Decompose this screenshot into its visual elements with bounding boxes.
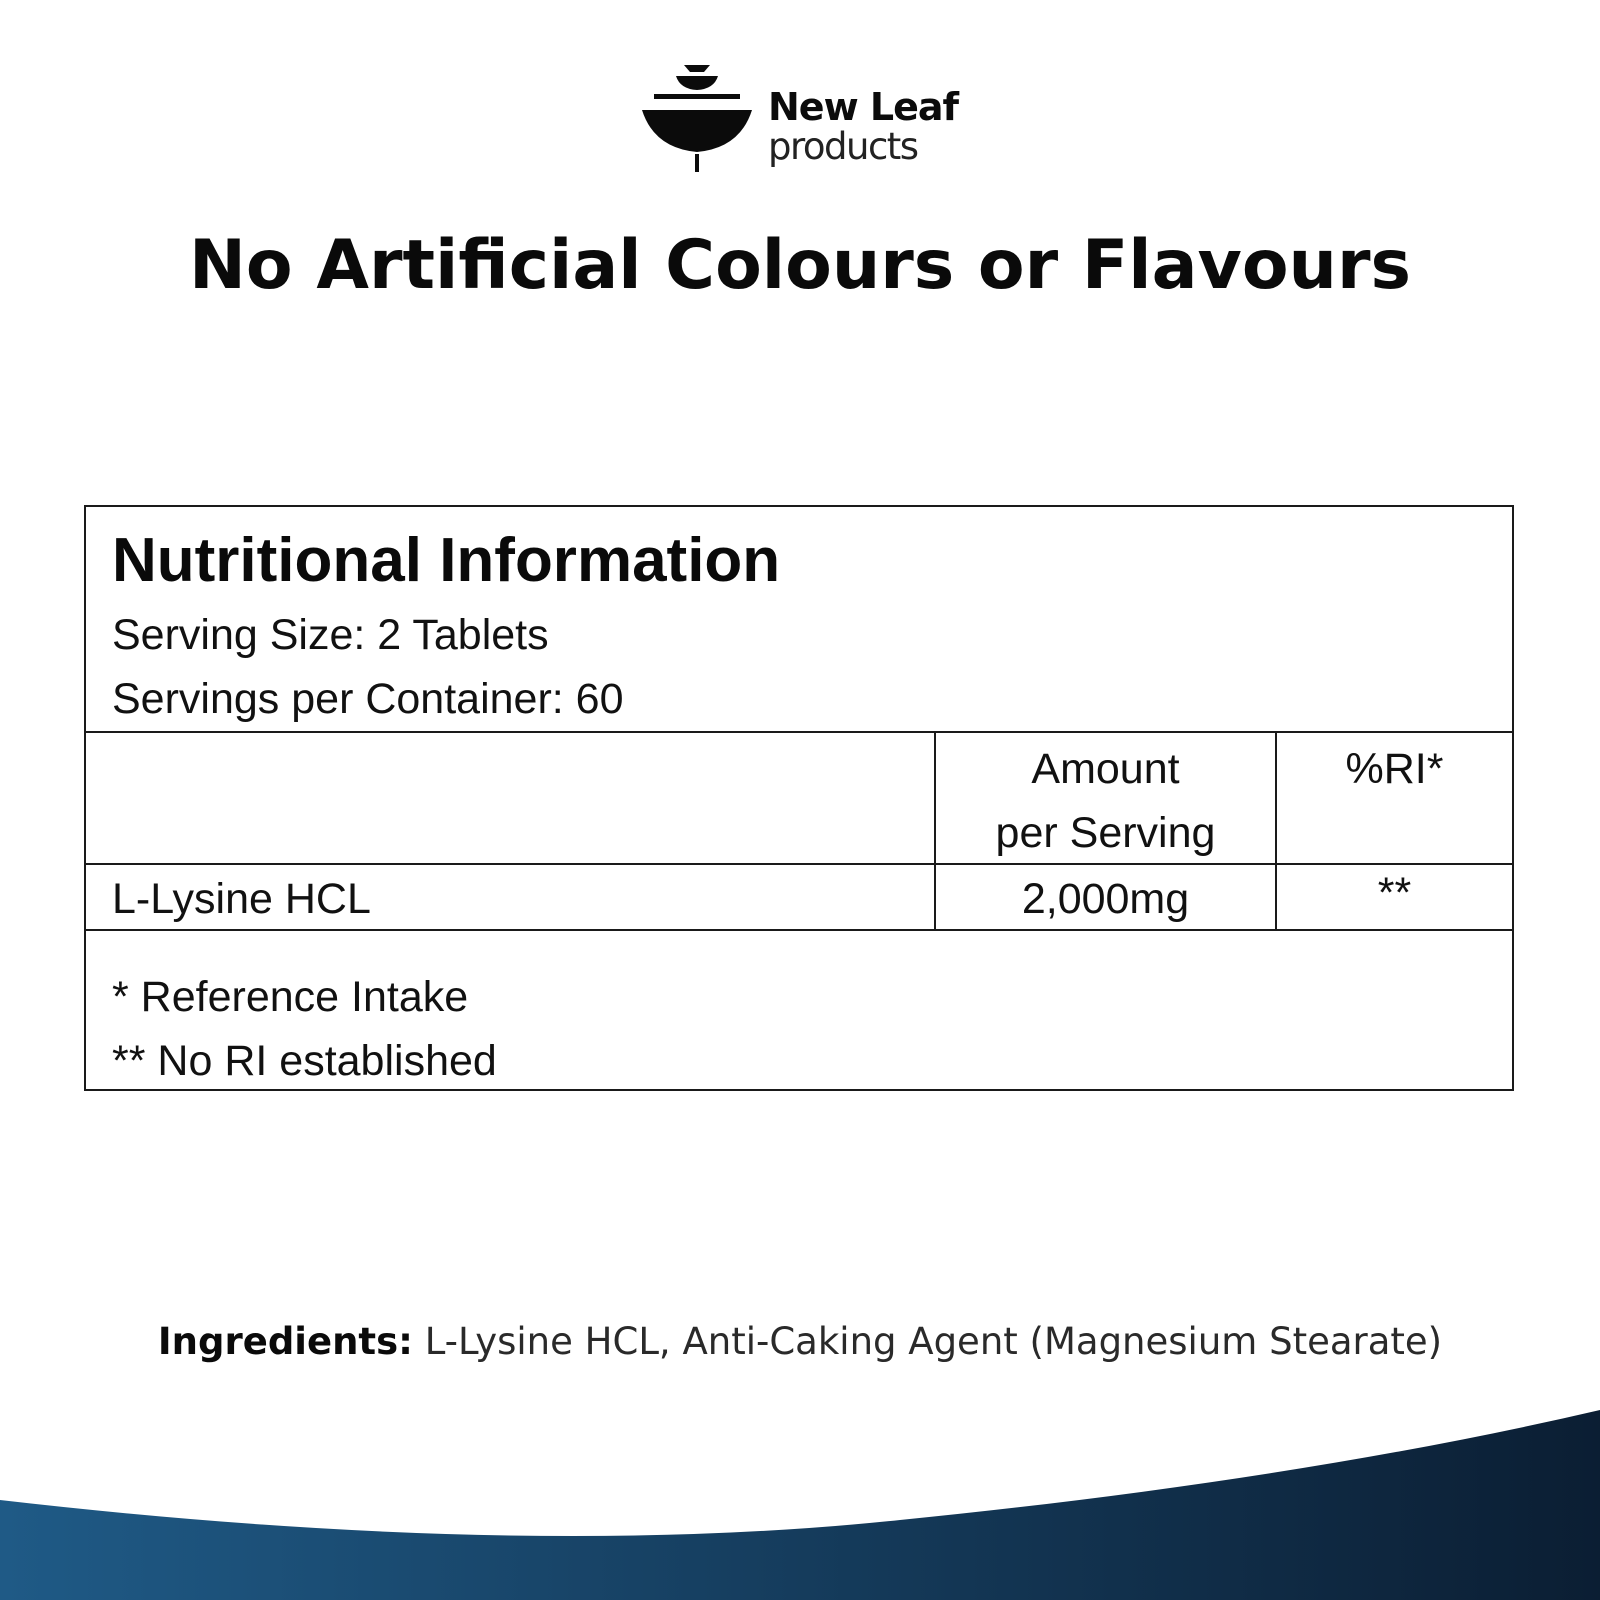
nutrient-ri: ** <box>1377 869 1412 917</box>
row-amount-cell <box>936 865 1277 929</box>
servings-per-container: Servings per Container: 60 <box>112 675 624 723</box>
ingredients-text: L-Lysine HCL, Anti-Caking Agent (Magnesium Stearate) <box>412 1320 1443 1363</box>
footnote-no-ri: ** No RI established <box>112 1037 497 1085</box>
header-cell-ri <box>1277 733 1512 863</box>
amount-header-line2: per Serving <box>995 809 1216 857</box>
row-name-cell <box>86 865 936 929</box>
ri-header: %RI* <box>1345 745 1444 793</box>
brand-subtitle: products <box>768 125 918 168</box>
brand-logo <box>642 62 972 182</box>
amount-header-line1: Amount <box>1031 745 1180 793</box>
nutrition-title: Nutritional Information <box>112 526 781 595</box>
header-cell-name <box>86 733 936 863</box>
table-row <box>86 865 1512 931</box>
nutrient-amount: 2,000mg <box>1021 875 1190 923</box>
headline: No Artificial Colours or Flavours <box>189 226 1411 305</box>
ingredients-label: Ingredients: <box>157 1320 413 1363</box>
footnote-reference-intake: * Reference Intake <box>112 973 469 1021</box>
nutrition-header <box>86 507 1512 733</box>
layered-leaf-logo-icon <box>642 62 752 174</box>
row-ri-cell <box>1277 865 1512 929</box>
nutrient-name: L-Lysine HCL <box>112 875 371 923</box>
ingredients-line <box>0 1320 1600 1363</box>
brand-name: New Leaf <box>768 85 959 129</box>
table-header-row <box>86 733 1512 865</box>
nutrition-table <box>84 505 1514 1091</box>
bottom-wave-decoration <box>0 1410 1600 1600</box>
header-cell-amount <box>936 733 1277 863</box>
serving-size: Serving Size: 2 Tablets <box>112 611 549 659</box>
